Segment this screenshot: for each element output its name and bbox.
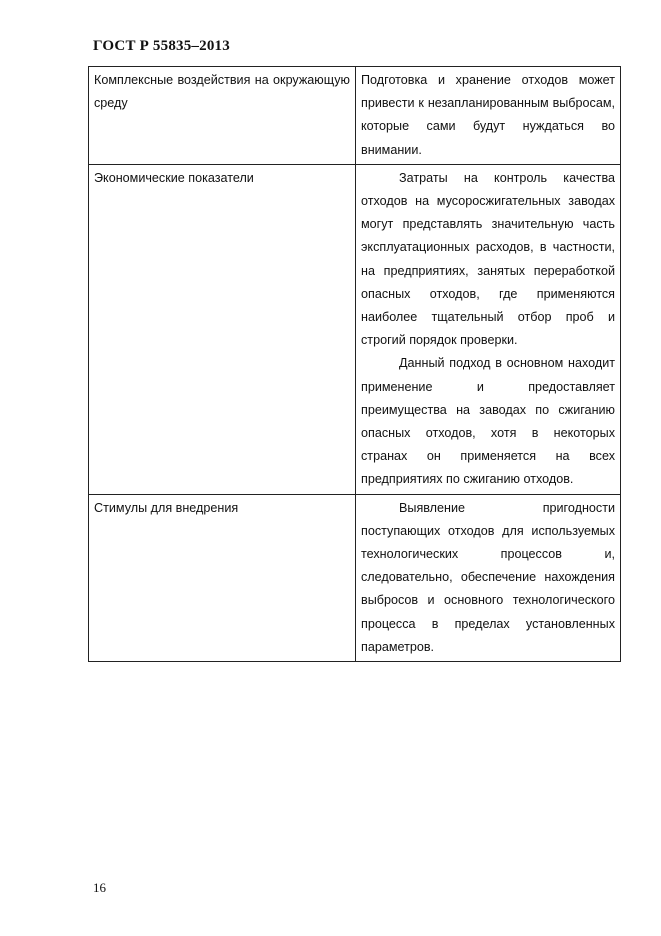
aspect-label: Комплексные воздействия на окружающую среду <box>94 73 350 111</box>
standard-table <box>88 66 621 662</box>
description-paragraph: Подготовка и хранение отходов может привести к незапланированным выбросам, которые сами будут нуждаться во внимании. <box>361 73 615 157</box>
table-row <box>89 494 621 661</box>
table-cell-description <box>356 164 621 494</box>
table-cell-aspect <box>89 164 356 494</box>
description-paragraph: Выявление пригодности поступающих отходов для используемых технологических процессов и, следовательно, обеспечение нахождения выбросов и основного технологического процесса в пределах установленных параметров. <box>361 500 615 654</box>
description-paragraph: Затраты на контроль качества отходов на мусоросжигательных заводах могут представлять значительную часть эксплуатационных расходов, в частности, на предприятиях, занятых переработкой опасных отходов, где применяются наиболее тщательный отбор проб и строгий порядок проверки. <box>361 170 615 348</box>
table-cell-description <box>356 67 621 165</box>
page-number: 16 <box>93 880 106 895</box>
table-cell-description <box>356 494 621 661</box>
table-row <box>89 67 621 165</box>
aspect-label: Экономические показатели <box>94 170 254 185</box>
document-code-header: ГОСТ Р 55835–2013 <box>93 38 230 54</box>
table-row <box>89 164 621 494</box>
description-paragraph: Данный подход в основном находит применение и предоставляет преимущества на заводах по сжиганию опасных отходов, хотя в некоторых странах он применяется на всех предприятиях по сжиганию отходов. <box>361 356 615 487</box>
table-cell-aspect <box>89 67 356 165</box>
aspect-label: Стимулы для внедрения <box>94 500 239 515</box>
table-cell-aspect <box>89 494 356 661</box>
